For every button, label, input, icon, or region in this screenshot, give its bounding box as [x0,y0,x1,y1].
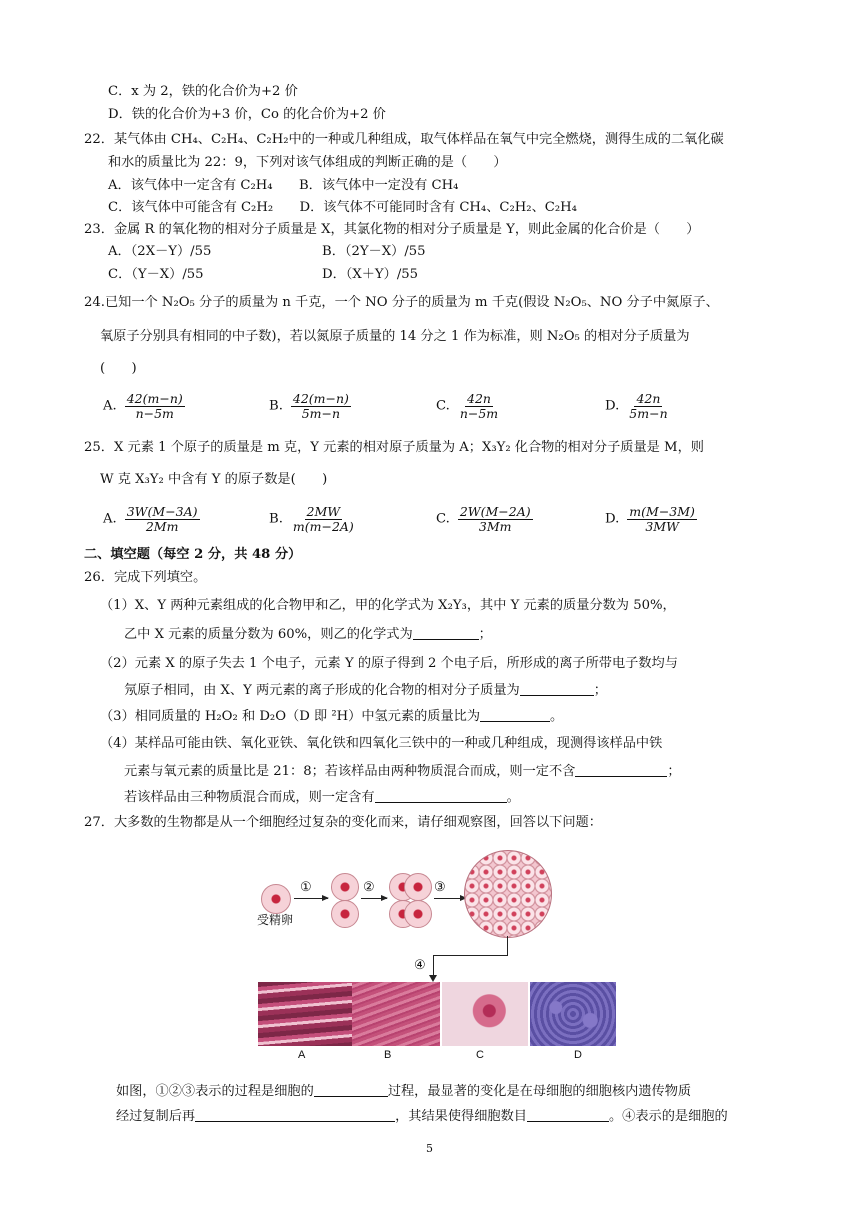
q27-text: 。④表示的是细胞的 [609,1109,728,1124]
option-label: D. [605,398,620,414]
q24-stem-line2: 氧原子分别具有相同的中子数)，若以氮原子质量的 14 分之 1 作为标准，则 N₂O₅ 的相对分子质量为 [100,329,690,344]
section-heading: 二、填空题（每空 2 分，共 48 分） [84,547,302,562]
step-4-label: ④ [414,958,426,973]
q24-option-d [605,392,670,421]
connector-down [433,955,434,977]
q27-stem: 27．大多数的生物都是从一个细胞经过复杂的变化而来，请仔细观察图，回答以下问题： [84,815,602,830]
q25-option-a [103,505,200,534]
q26-2-line2 [124,681,607,700]
q21-option-c: C．x 为 2，铁的化合价为+2 价 [108,84,298,99]
denominator: n−5m [459,406,499,421]
numerator: 42n [636,391,661,406]
zygote-label: 受精卵 [257,913,294,927]
answer-blank[interactable] [413,625,479,640]
answer-blank[interactable] [575,762,667,777]
numerator: 42(m−n) [126,391,183,406]
q23-option-c: C．（Y－X）/55 [108,267,204,282]
q26-2-text: 氖原子相同，由 X、Y 两元素的离子形成的化合物的相对分子质量为 [124,683,520,698]
tissue-d-label: D [574,1049,582,1061]
tissue-c-image [442,982,528,1046]
four-cell-2 [404,873,432,901]
q26-1-line1: （1）X、Y 两种元素组成的化合物甲和乙，甲的化学式为 X₂Y₃，其中 Y 元素的质量分数为 50%， [100,598,676,613]
q23-option-a: A．（2X－Y）/55 [108,244,212,259]
option-label: A. [103,398,117,414]
q26-stem: 26．完成下列填空。 [84,570,207,585]
zygote-cell [261,884,291,914]
answer-blank[interactable] [520,681,594,696]
numerator: 42(m−n) [292,391,349,406]
option-label: B. [269,398,283,414]
answer-blank[interactable] [314,1082,388,1097]
option-label: C. [436,511,450,527]
two-cell-top [331,873,359,901]
q21-option-d: D．铁的化合价为+3 价，Co 的化合价为+2 价 [108,107,386,122]
option-label: A. [103,511,117,527]
q22-stem-line1: 22．某气体由 CH₄、C₂H₄、C₂H₂中的一种或几种组成，取气体样品在氧气中完全燃烧，测得生成的二氧化碳 [84,132,724,147]
q27-line2 [116,1082,691,1101]
q26-4-text: 元素与氧元素的质量比是 21：8；若该样品由两种物质混合而成，则一定不含 [124,764,576,779]
q25-option-d [605,505,697,534]
q25-stem-line1: 25．X 元素 1 个原子的质量是 m 克，Y 元素的相对原子质量为 A；X₃Y₂ 化合物的相对分子质量是 M，则 [84,440,704,455]
q24-option-b [269,392,351,421]
arrow-step-1 [294,898,328,899]
numerator: 2W(M−2A) [459,504,531,519]
denominator: 3MW [645,519,679,534]
q26-3 [100,707,563,726]
two-cell-bottom [331,900,359,928]
fraction [458,392,500,421]
arrow-step-3 [434,898,466,899]
q25-stem-line2: W 克 X₃Y₂ 中含有 Y 的原子数是( ) [100,472,328,487]
q26-3-text: （3）相同质量的 H₂O₂ 和 D₂O（D 即 ²H）中氢元素的质量比为 [100,709,481,724]
numerator: m(M−3M) [629,504,695,519]
step-3-label: ③ [434,880,446,895]
punct: 。 [550,709,564,724]
denominator: 5m−n [629,406,668,421]
step-2-label: ② [363,880,375,895]
arrow-step-2 [361,898,387,899]
q26-4-line3 [124,788,520,807]
q24-paren: ( ) [100,361,137,376]
numerator: 42n [467,391,491,406]
numerator: 2MW [306,504,341,519]
q27-text: 过程，最显著的变化是在母细胞的细胞核内遗传物质 [387,1084,692,1099]
option-label: B. [269,511,283,527]
q27-line3 [116,1107,728,1126]
q27-text: 经过复制后再 [116,1109,196,1124]
option-label: C. [436,398,450,414]
q22-stem-line2: 和水的质量比为 22：9，下列对该气体组成的判断正确的是（ ） [108,155,507,170]
fraction [125,505,200,534]
fraction [291,505,356,534]
q26-1-line2 [124,625,492,644]
fraction [125,392,185,421]
tissue-a-label: A [298,1049,306,1061]
q24-option-c [436,392,500,421]
q26-2-line1: （2）元素 X 的原子失去 1 个电子，元素 Y 的原子得到 2 个电子后，所形成的离子所带电子数均与 [100,656,678,671]
tissue-b-image [352,982,440,1046]
tissue-a-image [258,982,354,1046]
q26-4-line1: （4）某样品可能由铁、氧化亚铁、氧化铁和四氧化三铁中的一种或几种组成，现测得该样品中铁 [100,736,663,751]
q27-text: 如图，①②③表示的过程是细胞的 [116,1084,314,1099]
four-cell-4 [404,900,432,928]
q23-stem: 23．金属 R 的氧化物的相对分子质量是 X，其氯化物的相对分子质量是 Y，则此金属的化合价是（ ） [84,222,700,237]
answer-blank[interactable] [527,1107,609,1122]
denominator: 2Mm [145,519,179,534]
q26-1-text: 乙中 X 元素的质量分数为 60%，则乙的化学式为 [124,627,413,642]
answer-blank[interactable] [480,707,550,722]
connector-horizontal [433,955,508,956]
option-label: D. [605,511,620,527]
connector-vertical [507,936,508,955]
punct: ； [478,627,492,642]
fraction [627,392,669,421]
punct: ； [667,764,681,779]
q24-stem-line1: 24.已知一个 N₂O₅ 分子的质量为 n 千克，一个 NO 分子的质量为 m 千克(假设 N₂O₅、NO 分子中氮原子、 [84,295,719,310]
denominator: 5m−n [301,406,341,421]
denominator: n−5m [135,406,174,421]
tissue-b-label: B [384,1049,392,1061]
answer-blank[interactable] [195,1107,395,1122]
denominator: 3Mm [478,519,512,534]
q25-option-b [269,505,356,534]
q26-4-text: 若该样品由三种物质混合而成，则一定含有 [124,790,375,805]
page-number: 5 [426,1142,433,1155]
q22-options-ab: A．该气体中一定含有 C₂H₄ B．该气体中一定没有 CH₄ [108,178,459,193]
q22-options-cd: C．该气体中可能含有 C₂H₂ D．该气体不可能同时含有 CH₄、C₂H₂、C₂H₄ [108,200,577,215]
q23-option-d: D．（X＋Y）/55 [322,267,419,282]
tissue-c-label: C [476,1049,484,1061]
q24-option-a [103,392,185,421]
denominator: m(m−2A) [292,519,354,534]
tissue-d-image [530,982,616,1046]
q26-4-line2 [124,762,681,781]
step-1-label: ① [300,880,312,895]
arrow-head-down [429,975,437,982]
punct: ； [593,683,607,698]
numerator: 3W(M−3A) [126,504,198,519]
fraction [627,505,697,534]
q23-option-b: B．（2Y－X）/55 [322,244,426,259]
punct: 。 [506,790,520,805]
q27-text: ，其结果使得细胞数目 [395,1109,527,1124]
fraction [458,505,533,534]
morula-cell-cluster [464,850,552,938]
answer-blank[interactable] [375,788,507,803]
q25-option-c [436,505,533,534]
fraction [291,392,351,421]
